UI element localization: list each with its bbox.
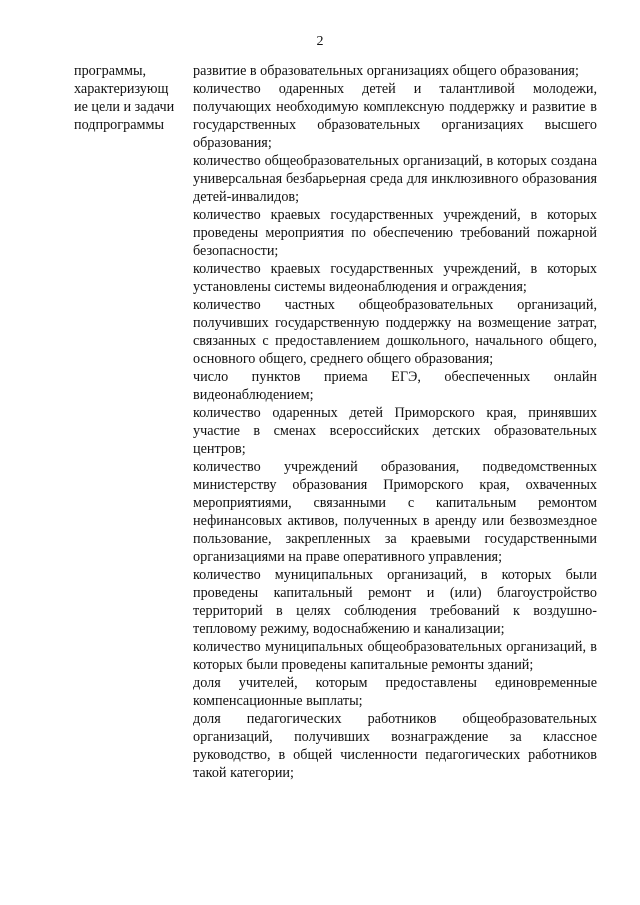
- indicator-paragraph: число пунктов приема ЕГЭ, обеспеченных онлайн видеонаблюдением;: [193, 369, 597, 403]
- indicator-paragraph: количество краевых государственных учреждений, в которых проведены мероприятия по обеспечению требований пожарной безопасности;: [193, 207, 597, 259]
- indicator-paragraph: доля учителей, которым предоставлены единовременные компенсационные выплаты;: [193, 675, 597, 709]
- indicator-paragraph: количество одаренных детей и талантливой молодежи, получающих необходимую комплексную поддержку и развитие в государственных образовательных организациях высшего образования;: [193, 81, 597, 151]
- page-number: 2: [316, 34, 324, 49]
- indicator-paragraph: количество учреждений образования, подведомственных министерству образования Приморского края, охваченных мероприятиями, связанными с капитальным ремонтом нефинансовых активов, полученных в аренду или безвозмездное пользование, закрепленных за краевыми государственными организациями на праве оперативного управления;: [193, 459, 597, 565]
- indicator-paragraph: количество краевых государственных учреждений, в которых установлены системы видеонаблюдения и ограждения;: [193, 261, 597, 295]
- right-column-indicators: [193, 62, 597, 782]
- indicator-paragraph: количество муниципальных общеобразовательных организаций, в которых были проведены капитальные ремонты зданий;: [193, 639, 597, 673]
- indicator-paragraph: развитие в образовательных организациях общего образования;: [193, 63, 579, 79]
- indicator-paragraph: количество частных общеобразовательных организаций, получивших государственную поддержку на возмещение затрат, связанных с предоставлением дошкольного, начального общего, основного общего, среднего общего образования;: [193, 297, 597, 367]
- indicator-paragraph: доля педагогических работников общеобразовательных организаций, получивших вознаграждение за классное руководство, в общей численности педагогических работников такой категории;: [193, 711, 597, 781]
- left-column-label: [74, 62, 188, 134]
- left-label-line: программы,: [74, 63, 147, 79]
- left-label-line: подпрограммы: [74, 117, 164, 133]
- indicator-paragraph: количество общеобразовательных организаций, в которых создана универсальная безбарьерная среда для инклюзивного образования детей-инвалидов;: [193, 153, 597, 205]
- indicator-paragraph: количество муниципальных организаций, в которых были проведены капитальный ремонт и (или) благоустройство территорий в целях соблюдения требований к воздушно-тепловому режиму, водоснабжению и канализации;: [193, 567, 597, 637]
- indicator-paragraph: количество одаренных детей Приморского края, принявших участие в сменах всероссийских детских образовательных центров;: [193, 405, 597, 457]
- left-label-line: ие цели и задачи: [74, 99, 175, 115]
- left-label-line: характеризующ: [74, 81, 169, 97]
